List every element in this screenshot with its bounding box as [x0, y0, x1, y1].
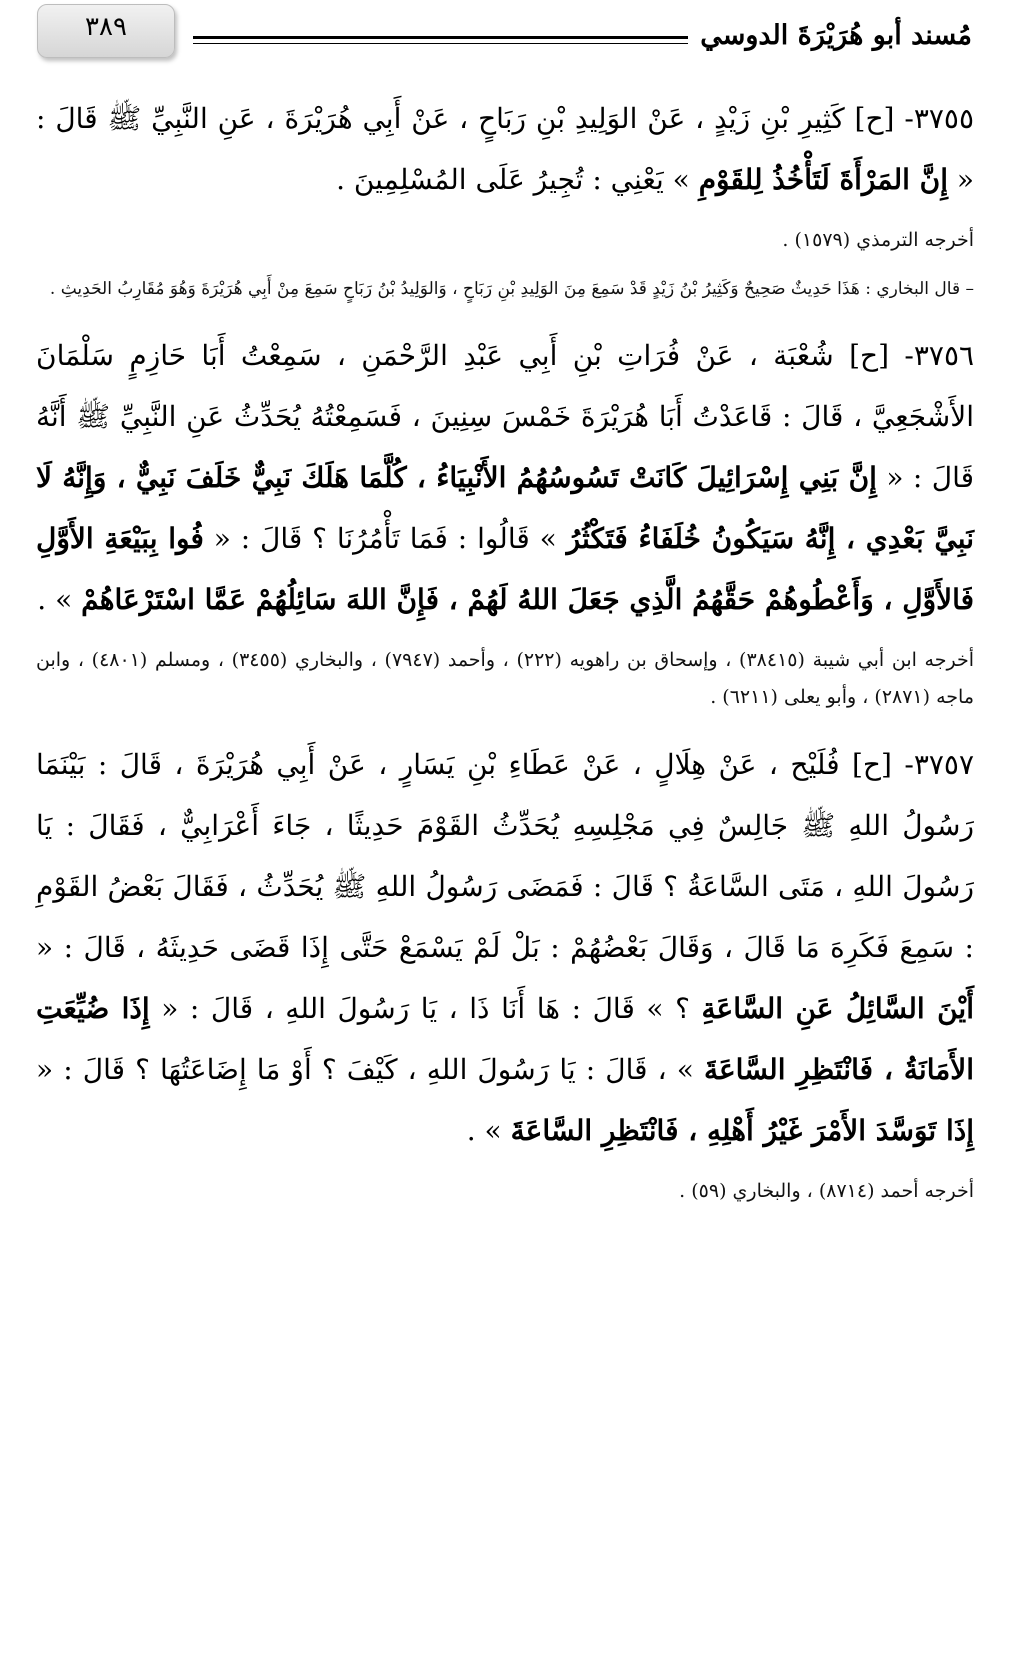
running-header	[0, 0, 1010, 70]
prophetic-saying: فُوا بِبَيْعَةِ الأَوَّلِ فَالأَوَّلِ ، وَأَعْطُوهُمْ حَقَّهُمُ الَّذِي جَعَلَ اللهُ لَهُمْ ، فَإِنَّ اللهَ سَائِلُهُمْ عَمَّا اسْتَرْعَاهُمْ	[36, 522, 974, 616]
page-number-tab	[37, 4, 175, 58]
prophetic-saying: إِنَّ المَرْأَةَ لَتَأْخُذُ لِلقَوْمِ	[698, 163, 948, 196]
running-title: مُسند أبو هُرَيْرَةَ الدوسي	[700, 20, 972, 51]
header-rule	[193, 36, 688, 39]
hadith-3755	[36, 88, 974, 210]
prophetic-saying: إِنَّ بَنِي إِسْرَائِيلَ كَانَتْ تَسُوسُهُمُ الأَنْبِيَاءُ ، كُلَّمَا هَلَكَ نَبِيٌّ خَلَفَ نَبِيٌّ ، وَإِنَّهُ لَا نَبِيَّ بَعْدِي ، إِنَّهُ سَيَكُونُ خُلَفَاءُ فَتَكْثُرُ	[36, 461, 974, 555]
hadith-text: [ح] فُلَيْح ، عَنْ هِلَالٍ ، عَنْ عَطَاءِ بْنِ يَسَارٍ ، عَنْ أَبِي هُرَيْرَةَ ، قَالَ : بَيْنَمَا رَسُولُ اللهِ ﷺ جَالِسٌ فِي مَجْلِسِهِ يُحَدِّثُ القَوْمَ حَدِيثًا ، جَاءَ أَعْرَابِيٌّ ، فَقَالَ : يَا رَسُولَ اللهِ ، مَتَى السَّاعَةُ ؟ قَالَ : فَمَضَى رَسُولُ اللهِ ﷺ يُحَدِّثُ ، فَقَالَ بَعْضُ القَوْمِ : سَمِعَ فَكَرِهَ مَا قَالَ ، وَقَالَ بَعْضُهُمْ : بَلْ لَمْ يَسْمَعْ حَتَّى إِذَا قَضَى حَدِيثَهُ ، قَالَ : «	[36, 748, 974, 964]
hadith-text: » ، قَالَ : يَا رَسُولَ اللهِ ، كَيْفَ ؟ أَوْ مَا إِضَاعَتُهَا ؟ قَالَ : «	[36, 1053, 704, 1086]
hadith-text: » .	[37, 583, 82, 616]
page-number: ٣٨٩	[85, 12, 127, 42]
commentary-note: – قال البخاري : هَذَا حَدِيثٌ صَحِيحٌ وَكَثِيرُ بْنُ زَيْدٍ قَدْ سَمِعَ مِنَ الوَلِيدِ بْنِ رَبَاحٍ ، وَالوَلِيدُ بْنُ رَبَاحٍ سَمِعَ مِنْ أَبِي هُرَيْرَةَ وَهُوَ مُقَارِبُ الحَدِيثِ .	[49, 279, 974, 299]
hadith-text: [ح] شُعْبَة ، عَنْ فُرَاتِ بْنِ أَبِي عَبْدِ الرَّحْمَنِ ، سَمِعْتُ أَبَا حَازِمٍ سَلْمَانَ الأَشْجَعِيَّ ، قَالَ : قَاعَدْتُ أَبَا هُرَيْرَةَ خَمْسَ سِنِينَ ، فَسَمِعْتُهُ يُحَدِّثُ عَنِ النَّبِيِّ ﷺ أَنَّهُ قَالَ : «	[36, 339, 975, 494]
hadith-number: ٣٧٥٥-	[904, 102, 974, 135]
prophetic-saying: إِذَا تَوَسَّدَ الأَمْرَ غَيْرُ أَهْلِهِ ، فَانْتَظِرِ السَّاعَةَ	[510, 1114, 974, 1147]
hadith-number: ٣٧٥٧-	[904, 748, 974, 781]
hadith-number: ٣٧٥٦-	[904, 339, 975, 372]
hadith-3756	[36, 325, 974, 630]
prophetic-saying: إِذَا ضُيِّعَتِ الأَمَانَةُ ، فَانْتَظِرِ السَّاعَةَ	[36, 992, 974, 1086]
hadith-text: ؟ » قَالَ : هَا أَنَا ذَا ، يَا رَسُولَ اللهِ ، قَالَ : «	[149, 992, 702, 1025]
page-body	[36, 88, 974, 1210]
takhrij-note: أخرجه أحمد (٨٧١٤) ، والبخاري (٥٩) .	[679, 1180, 974, 1202]
hadith-text: [ح] كَثِيرِ بْنِ زَيْدٍ ، عَنْ الوَلِيدِ بْنِ رَبَاحٍ ، عَنْ أَبِي هُرَيْرَةَ ، عَنِ النَّبِيِّ ﷺ قَالَ : «	[36, 102, 974, 196]
takhrij-note: أخرجه ابن أبي شيبة (٣٨٤١٥) ، وإسحاق بن راهويه (٢٢٢) ، وأحمد (٧٩٤٧) ، والبخاري (٣٤٥٥) ، ومسلم (٤٨٠١) ، وابن ماجه (٢٨٧١) ، وأبو يعلى (٦٢١١) .	[36, 649, 975, 708]
header-rule-thin	[193, 43, 688, 44]
takhrij-note: أخرجه الترمذي (١٥٧٩) .	[782, 229, 974, 251]
hadith-text: » يَعْنِي : تُجِيرُ عَلَى المُسْلِمِينَ .	[336, 163, 699, 196]
hadith-text: » .	[466, 1114, 511, 1147]
hadith-3757	[36, 734, 974, 1161]
prophetic-saying: أَيْنَ السَّائِلُ عَنِ السَّاعَةِ	[701, 992, 974, 1025]
hadith-text: » قَالُوا : فَمَا تَأْمُرُنَا ؟ قَالَ : «	[203, 522, 567, 555]
